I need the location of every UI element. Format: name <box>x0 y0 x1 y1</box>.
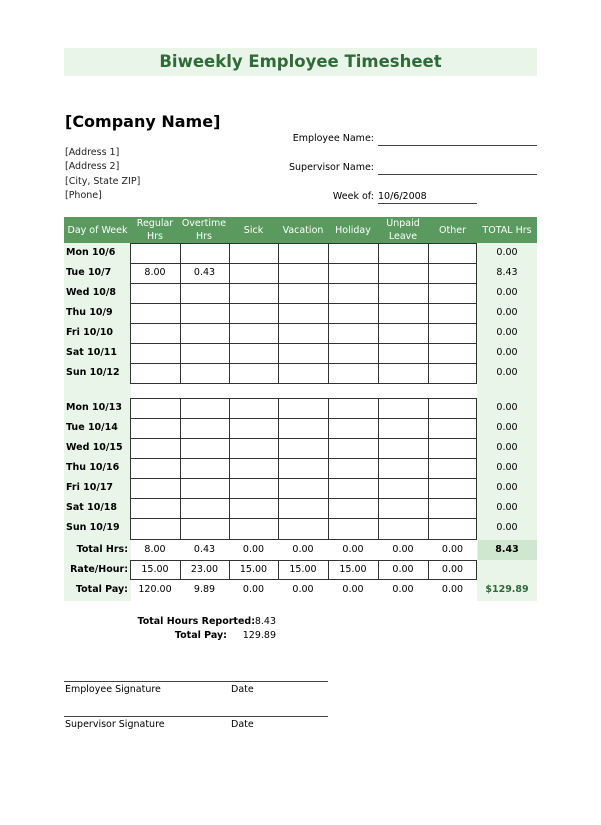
day-label: Tue 10/7 <box>66 267 112 278</box>
day-label: Fri 10/10 <box>66 327 114 338</box>
day-label: Wed 10/15 <box>66 442 123 453</box>
grid-hline <box>130 518 477 519</box>
day-label: Fri 10/17 <box>66 482 114 493</box>
address-line-1: [Address 1] <box>65 147 120 158</box>
day-label: Sun 10/12 <box>66 367 120 378</box>
total-pay-label: Total Pay: <box>75 584 128 595</box>
total-hours-reported-label: Total Hours Reported: <box>137 616 255 627</box>
employee-name-field[interactable] <box>378 133 537 146</box>
day-label: Mon 10/6 <box>66 247 116 258</box>
overtime-hours-cell[interactable] <box>180 363 229 383</box>
employee-signature-line[interactable] <box>64 681 328 682</box>
row-total: 0.00 <box>496 442 518 453</box>
week-of-field[interactable]: 10/6/2008 <box>378 191 477 204</box>
rate-cell[interactable]: 0.00 <box>392 564 414 575</box>
total-hrs-label: Total Hrs: <box>76 544 128 555</box>
regular-hours-cell[interactable] <box>130 243 180 263</box>
total-hrs-cell: 8.00 <box>144 544 166 555</box>
row-total: 0.00 <box>496 502 518 513</box>
day-label: Mon 10/13 <box>66 402 122 413</box>
employee-signature-label: Employee Signature <box>65 684 161 695</box>
row-total: 0.00 <box>496 402 518 413</box>
overtime-hours-cell[interactable] <box>180 343 229 363</box>
total-pay-cell: 0.00 <box>392 584 414 595</box>
rate-cell[interactable]: 23.00 <box>190 564 219 575</box>
grid-hline <box>130 498 477 499</box>
regular-hours-cell[interactable] <box>130 343 180 363</box>
header-holiday: Holiday <box>335 224 371 236</box>
grid-hline <box>130 418 477 419</box>
total-hrs-cell: 0.00 <box>242 544 265 555</box>
total-hrs-cell: 0.00 <box>292 544 314 555</box>
week-of-label: Week of: <box>332 191 374 202</box>
row-total: 0.00 <box>496 307 518 318</box>
header-unpaid: Unpaid Leave <box>386 218 420 242</box>
overtime-hours-cell[interactable]: 0.43 <box>193 267 216 278</box>
day-label: Sun 10/19 <box>66 522 120 533</box>
total-pay-cell: 0.00 <box>242 584 265 595</box>
regular-hours-cell[interactable] <box>130 323 180 343</box>
overtime-hours-cell[interactable] <box>180 303 229 323</box>
total-pay-cell: 0.00 <box>342 584 364 595</box>
employee-name-label: Employee Name: <box>292 133 374 144</box>
total-hrs-cell: 0.43 <box>193 544 216 555</box>
total-pay-cell: 9.89 <box>193 584 216 595</box>
total-hrs-grand: 8.43 <box>495 544 519 555</box>
day-label: Sat 10/11 <box>66 347 118 358</box>
total-hrs-cell: 0.00 <box>441 544 464 555</box>
row-total: 0.00 <box>496 327 518 338</box>
regular-hours-cell[interactable] <box>130 363 180 383</box>
total-pay-reported-label: Total Pay: <box>174 630 227 641</box>
day-label: Thu 10/16 <box>66 462 120 473</box>
row-total: 0.00 <box>496 367 518 378</box>
employee-date-label: Date <box>231 684 254 695</box>
header-day: Day of Week <box>67 224 128 236</box>
address-line-2: [Address 2] <box>65 161 120 172</box>
rate-cell[interactable]: 15.00 <box>339 564 367 575</box>
header-regular: Regular Hrs <box>136 218 174 242</box>
grid-hline <box>130 458 477 459</box>
supervisor-signature-label: Supervisor Signature <box>65 719 165 730</box>
day-label: Tue 10/14 <box>66 422 118 433</box>
total-hrs-cell: 0.00 <box>342 544 364 555</box>
header-overtime: Overtime Hrs <box>181 218 227 242</box>
rate-cell[interactable]: 15.00 <box>239 564 268 575</box>
row-total: 0.00 <box>496 482 518 493</box>
total-pay-cell: 120.00 <box>138 584 172 595</box>
row-total: 0.00 <box>496 522 518 533</box>
overtime-hours-cell[interactable] <box>180 243 229 263</box>
header-total: TOTAL Hrs <box>482 224 532 236</box>
regular-hours-cell[interactable] <box>130 283 180 303</box>
page-title: Biweekly Employee Timesheet <box>159 52 442 71</box>
overtime-hours-cell[interactable] <box>180 323 229 343</box>
phone: [Phone] <box>65 190 102 201</box>
total-pay-cell: 0.00 <box>292 584 314 595</box>
supervisor-name-label: Supervisor Name: <box>288 162 374 173</box>
regular-hours-cell[interactable] <box>130 303 180 323</box>
regular-hours-cell[interactable]: 8.00 <box>144 267 166 278</box>
supervisor-date-label: Date <box>231 719 254 730</box>
total-pay-grand: $129.89 <box>485 584 529 595</box>
row-total: 0.00 <box>496 462 518 473</box>
total-hrs-cell: 0.00 <box>392 544 414 555</box>
grid-hline <box>130 478 477 479</box>
total-hours-reported-value: 8.43 <box>254 616 276 627</box>
day-label: Wed 10/8 <box>66 287 116 298</box>
rate-label: Rate/Hour: <box>70 564 128 575</box>
day-label: Thu 10/9 <box>66 307 113 318</box>
row-total: 0.00 <box>496 287 518 298</box>
company-name: [Company Name] <box>65 112 221 131</box>
day-label: Sat 10/18 <box>66 502 118 513</box>
supervisor-name-field[interactable] <box>378 162 537 175</box>
row-total: 0.00 <box>496 422 518 433</box>
header-vacation: Vacation <box>282 224 324 236</box>
header-other: Other <box>439 224 466 236</box>
rate-cell[interactable]: 15.00 <box>289 564 317 575</box>
rate-cell[interactable]: 15.00 <box>141 564 169 575</box>
overtime-hours-cell[interactable] <box>180 283 229 303</box>
row-total: 0.00 <box>496 247 518 258</box>
rate-cell[interactable]: 0.00 <box>441 564 464 575</box>
grid-hline <box>130 438 477 439</box>
row-total: 0.00 <box>496 347 518 358</box>
total-pay-cell: 0.00 <box>441 584 464 595</box>
supervisor-signature-line[interactable] <box>64 716 328 717</box>
row-total: 8.43 <box>496 267 518 278</box>
header-sick: Sick <box>243 224 264 236</box>
total-pay-reported-value: 129.89 <box>242 630 276 641</box>
city-state-zip: [City, State ZIP] <box>65 176 141 187</box>
